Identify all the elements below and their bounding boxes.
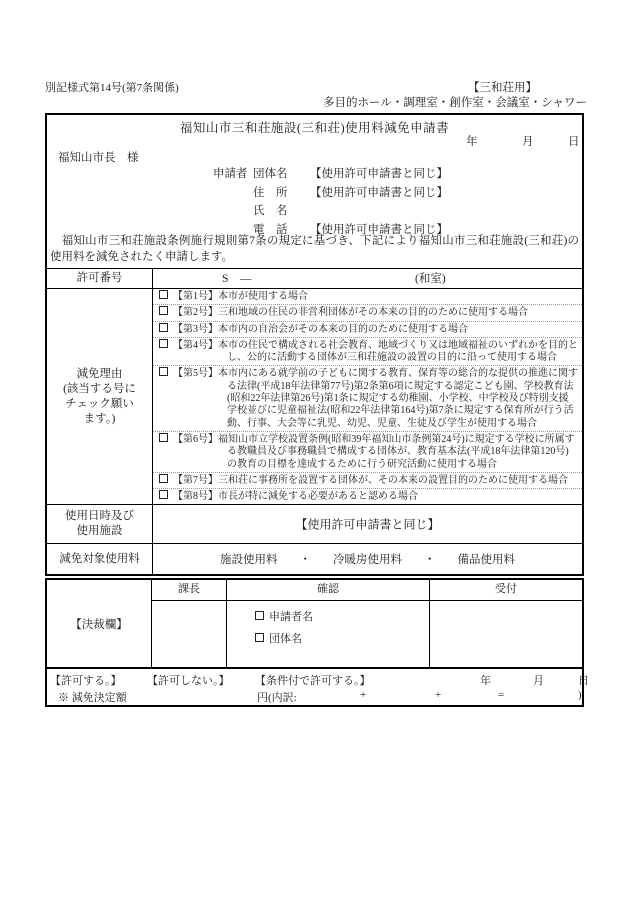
fee-separator: ・ (424, 554, 436, 567)
approval-table (45, 578, 589, 707)
target-fees-row (47, 543, 582, 574)
application-table (45, 113, 584, 576)
reason-item-text: 市長が特に減免する必要があると認める場合 (218, 491, 418, 503)
reason-item-tag: 【第4号】 (173, 339, 218, 351)
checkbox-icon[interactable] (255, 611, 264, 620)
reason-item-text: 福知山市立学校設置条例(昭和39年福知山市条例第24号)に規定する学校に所属する教職員及び事務職員で構成する団体が、教育基本法(平成18年法律第120号)の教育の目標を達成するために行う研究活動に使用する場合 (218, 433, 575, 470)
date-year-label: 年 (466, 136, 478, 148)
applicant-field-row (47, 165, 582, 184)
applicant-block (47, 165, 582, 239)
checkbox-icon[interactable] (255, 633, 264, 642)
applicant-field-value: 【使用許可申請書と同じ】 (310, 168, 448, 180)
date-day-label: 日 (568, 136, 580, 148)
checkbox-icon[interactable] (159, 290, 168, 299)
checkbox-icon[interactable] (159, 306, 168, 315)
use-tag-label: 【三和荘用】 (468, 82, 537, 94)
applicant-label: 申請者 (213, 168, 248, 180)
confirmation-item-label: 申請者名 (269, 611, 313, 623)
approval-col-reception: 受付 (495, 583, 517, 595)
decision-equals: = (498, 689, 505, 701)
application-header (47, 115, 582, 268)
applicant-field-label: 氏 名 (253, 205, 288, 218)
exemption-reason-items (153, 289, 582, 504)
exemption-reason-item (153, 488, 582, 504)
approval-body-row (152, 601, 582, 667)
reason-item-tag: 【第3号】 (173, 323, 218, 335)
fee-item: 施設使用料 (220, 554, 278, 567)
rooms-line-label: 多目的ホール・調理室・創作室・会議室・シャワー (322, 97, 587, 109)
form-number-label: 別記様式第14号(第7条関係) (45, 82, 179, 94)
decision-conditional-label: 【条件付で許可する。】 (255, 675, 371, 687)
fee-item: 冷暖房使用料 (333, 554, 402, 567)
decision-date-year-label: 年 (480, 675, 491, 687)
decision-date-month-label: 月 (533, 675, 544, 687)
decision-approve-label: 【許可する。】 (50, 675, 122, 687)
reason-item-text: 三和荘に事務所を設置する団体が、その本来の設置目的のために使用する場合 (218, 474, 568, 486)
approval-main (152, 580, 582, 667)
exemption-reason-item (153, 431, 582, 472)
target-fees-items (153, 551, 582, 567)
usage-label-line: 使用日時及び (65, 510, 134, 523)
decision-amount-label: ※ 減免決定額 (58, 692, 127, 704)
applicant-field-value: 【使用許可申請書と同じ】 (310, 186, 448, 199)
applicant-field-value: 【使用許可申請書と同じ】 (310, 223, 448, 236)
usage-row (47, 504, 582, 543)
permit-number-row (47, 268, 582, 288)
confirmation-item (255, 630, 429, 644)
target-fees-cell (153, 544, 582, 574)
reason-item-text: 本市内の自治会がその本来の目的のために使用する場合 (218, 323, 468, 335)
exemption-reason-item (153, 337, 582, 366)
exemption-reason-label-line: 減免理由 (76, 367, 123, 380)
exemption-reason-item (153, 321, 582, 337)
exemption-reason-item (153, 289, 582, 304)
usage-cell (153, 505, 582, 543)
decision-plus1: + (360, 689, 367, 701)
checkbox-icon[interactable] (159, 339, 168, 348)
confirmation-item (255, 608, 429, 622)
reason-item-text: 本市が使用する場合 (218, 291, 308, 302)
exemption-reason-label (47, 289, 153, 504)
exemption-reason-item (153, 304, 582, 320)
reason-item-tag: 【第7号】 (173, 474, 218, 486)
checkbox-icon[interactable] (159, 433, 168, 442)
approval-header-row (152, 580, 582, 601)
permit-number-cell (153, 269, 582, 288)
applicant-field-label: 電 話 (253, 223, 288, 236)
application-date-line (47, 133, 582, 148)
confirmation-cell (227, 601, 430, 667)
applicant-field-label: 団体名 (253, 168, 288, 180)
date-month-label: 月 (522, 136, 534, 148)
reason-item-tag: 【第8号】 (173, 491, 218, 503)
reason-item-tag: 【第6号】 (173, 433, 218, 445)
applicant-field-label: 住 所 (253, 186, 288, 199)
decision-plus2: + (435, 689, 442, 701)
checkbox-icon[interactable] (159, 367, 168, 376)
permit-number-note: (和室) (415, 273, 446, 285)
decision-amount-prefix: 円(内訳: (257, 692, 297, 704)
reason-item-text: 本市の住民で構成される社会教育、地域づくり又は地域福祉のいずれかを目的とし、公的に活動する団体が三和荘施設の設置の目的に沿って使用する場合 (218, 339, 578, 364)
decision-close-paren: ) (578, 689, 582, 701)
form-title: 福知山市三和荘施設(三和荘)使用料減免申請書 (179, 121, 450, 135)
exemption-reason-label-line: チェック願い (65, 397, 134, 410)
approval-box-label: 【決裁欄】 (47, 580, 152, 667)
applicant-field-row (47, 202, 582, 221)
approval-col-section-chief: 課長 (152, 580, 227, 600)
fee-item: 備品使用料 (457, 554, 515, 567)
reason-item-tag: 【第5号】 (173, 368, 218, 380)
checkbox-icon[interactable] (159, 490, 168, 499)
usage-label (47, 505, 153, 543)
reason-item-text: 本市内にある就学前の子どもに関する教育、保育等の総合的な提供の推進に関する法律(平成18年法律第77号)第2条第6項に規定する認定こども園、学校教育法(昭和22年法律第26号)第1条に規定する幼稚園、小学校、中学校及び特別支援学校並びに児童福祉法(昭和22年法律第164号)第7条に規定する保育所が行う活動、行事、大会等に乳児、幼児、児童、生徒及び学生が使用する場合 (218, 368, 578, 429)
permit-number-label: 許可番号 (47, 269, 153, 288)
decision-date-day-label: 日 (578, 675, 589, 687)
decision-row (47, 667, 589, 705)
reason-item-text: 三和地域の住民の非営利団体がその本来の目的のために使用する場合 (218, 307, 528, 319)
usage-value: 【使用許可申請書と同じ】 (295, 517, 440, 532)
confirmation-item-label: 団体名 (269, 633, 302, 645)
exemption-reason-item (153, 365, 582, 430)
reason-item-tag: 【第1号】 (173, 291, 218, 302)
checkbox-icon[interactable] (159, 323, 168, 332)
reason-item-tag: 【第2号】 (173, 307, 218, 319)
exemption-reason-label-line: (該当する号に (63, 382, 136, 395)
exemption-reason-row (47, 288, 582, 504)
usage-label-line: 使用施設 (76, 525, 123, 538)
application-body-text: 福知山市三和荘施設条例施行規則第7条の規定に基づき、下記により福知山市三和荘施設(三和荘)の使用料を減免されたく申請します。 (50, 235, 579, 263)
section-chief-cell (152, 601, 227, 667)
checkbox-icon[interactable] (159, 474, 168, 483)
applicant-field-row (47, 184, 582, 203)
approval-col-confirmation: 確認 (227, 580, 430, 600)
target-fees-label: 減免対象使用料 (47, 544, 153, 574)
reception-cell (430, 601, 582, 667)
decision-deny-label: 【許可しない。】 (147, 675, 230, 687)
exemption-reason-item (153, 472, 582, 488)
addressee-label: 福知山市長 様 (58, 152, 139, 164)
exemption-reason-label-line: ます。) (83, 412, 116, 425)
fee-separator: ・ (299, 554, 311, 567)
permit-number-value: S — (222, 273, 252, 285)
approval-top (47, 580, 582, 667)
